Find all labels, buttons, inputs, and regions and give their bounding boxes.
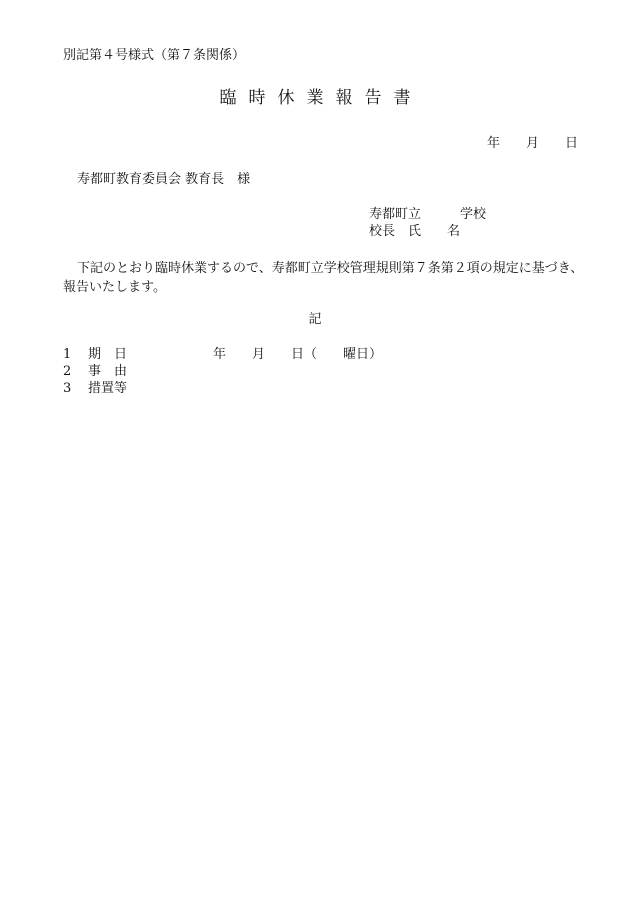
item-label: 事 由: [88, 364, 128, 379]
list-item: [63, 380, 382, 397]
principal-name-line: 校長 氏 名: [369, 224, 461, 239]
body-paragraph: 下記のとおり臨時休業するので、寿都町立学校管理規則第７条第２項の規定に基づき、報告いたします。: [63, 261, 584, 295]
item-value: 年 月 日（ 曜日）: [148, 347, 383, 362]
list-item: [63, 346, 382, 363]
date-line: 年 月 日: [487, 136, 579, 151]
document-title: 臨時休業報告書: [219, 88, 423, 108]
item-number: 3: [63, 381, 72, 396]
form-label: 別記第４号様式（第７条関係）: [63, 48, 246, 63]
item-label: 期 日: [88, 347, 128, 362]
item-label: 措置等: [88, 381, 128, 396]
item-list: [63, 346, 382, 397]
item-number: 1: [63, 347, 72, 362]
item-number: 2: [63, 364, 72, 379]
school-name-line: 寿都町立 学校: [369, 207, 487, 222]
ki-heading: 記: [308, 312, 322, 327]
list-item: [63, 363, 382, 380]
addressee: 寿都町教育委員会 教育長 様: [77, 172, 251, 187]
